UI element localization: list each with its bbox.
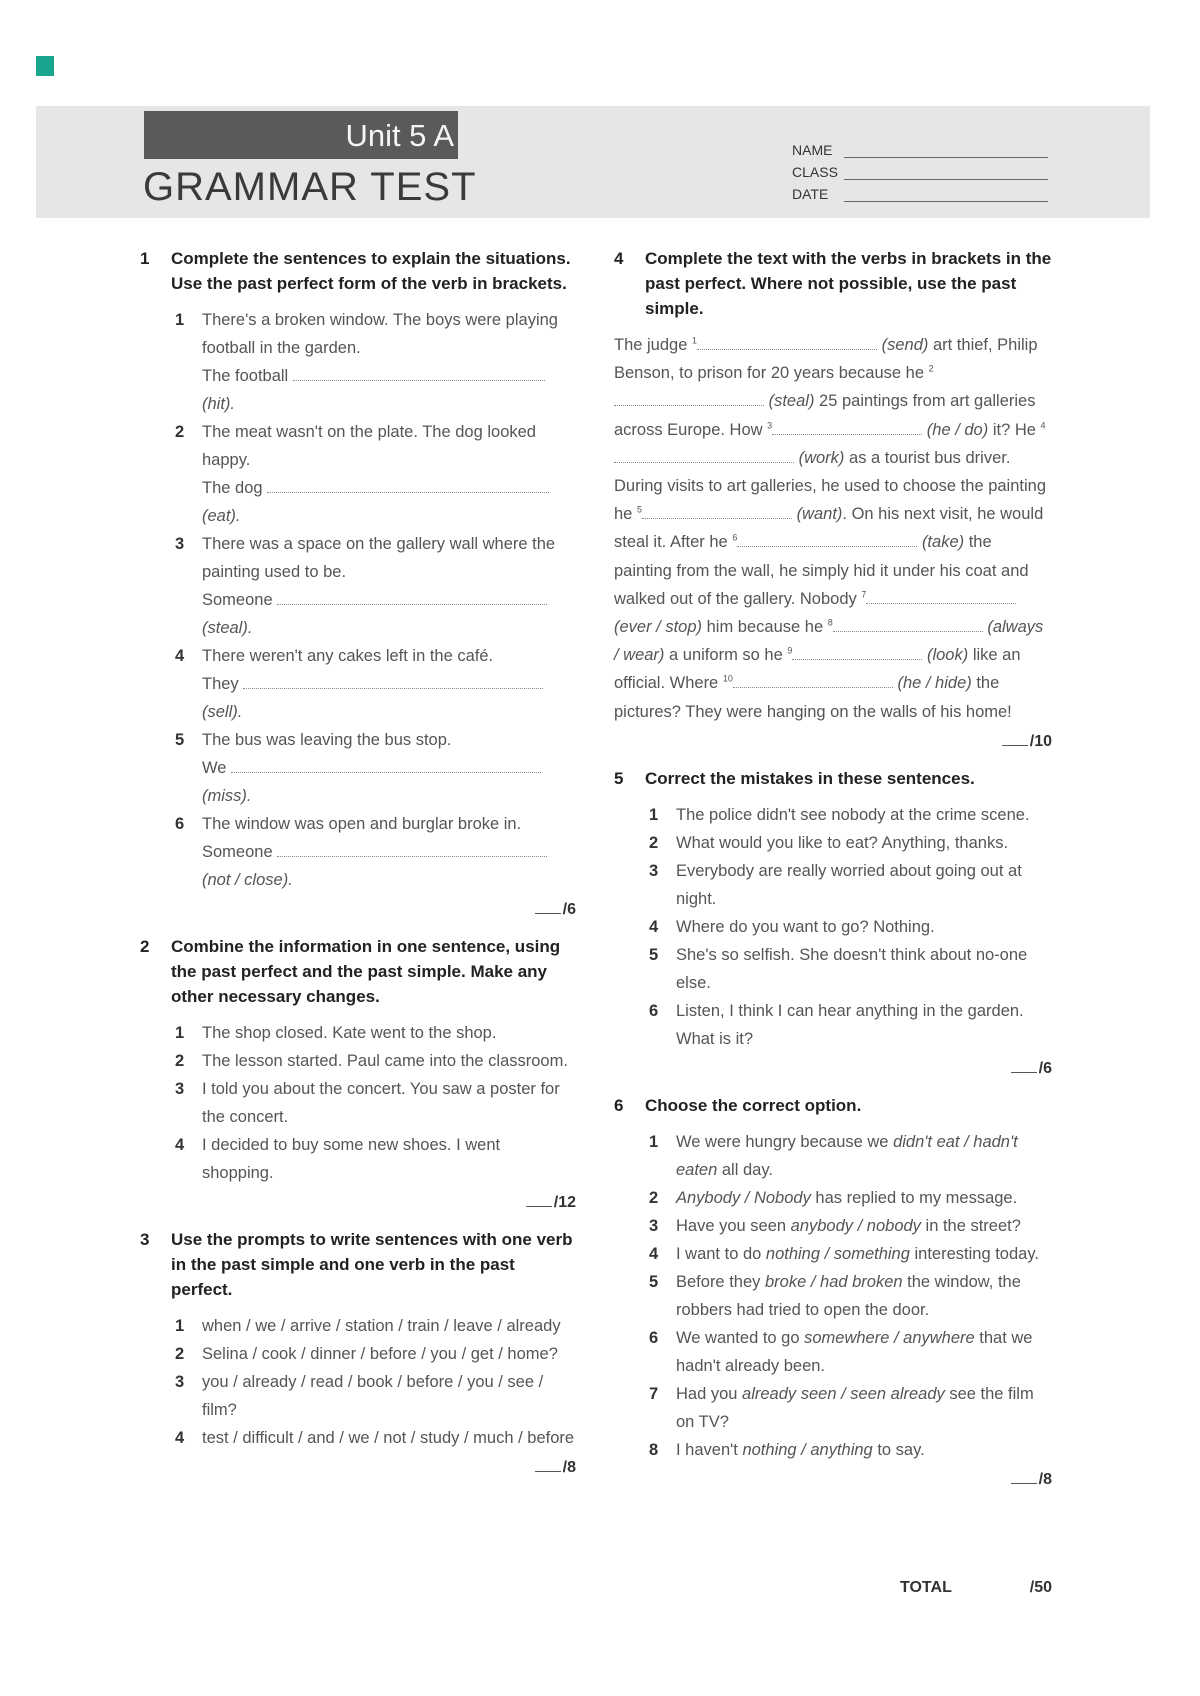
answer-blank[interactable]	[277, 842, 547, 857]
item-text: I decided to buy some new shoes. I went shopping.	[202, 1136, 501, 1182]
gap-9-blank[interactable]	[792, 645, 922, 660]
verb-hint: (always / wear)	[614, 618, 1044, 665]
left-column	[140, 246, 576, 1492]
item-number: 6	[175, 815, 185, 833]
item-number: 7	[649, 1384, 659, 1403]
gap-number: 9	[787, 645, 793, 656]
item-number: 5	[175, 731, 185, 749]
section-5-items	[614, 801, 1052, 1053]
section-instruction: Correct the mistakes in these sentences.	[645, 768, 975, 788]
text-fragment: as a tourist bus driver. During visits to art galleries, he used to choose the painting he	[614, 448, 1046, 524]
total-max: /50	[1029, 1579, 1052, 1596]
verb-hint: (steal)	[768, 392, 815, 411]
answer-blank[interactable]	[277, 590, 547, 605]
item-text: Had you	[676, 1384, 743, 1403]
date-line[interactable]	[844, 188, 1048, 202]
section-2-heading	[140, 934, 576, 1009]
section-2-items	[140, 1019, 576, 1187]
option-choice[interactable]: somewhere / anywhere	[804, 1328, 975, 1347]
verb-hint: (miss).	[202, 787, 252, 805]
verb-hint: (look)	[926, 646, 969, 665]
option-choice[interactable]: broke / had broken	[764, 1272, 903, 1291]
item-number: 2	[649, 1188, 659, 1207]
score-max: /12	[553, 1194, 576, 1211]
gap-number: 7	[861, 589, 867, 600]
item-text: We wanted to go	[676, 1328, 805, 1347]
section-2	[140, 934, 576, 1217]
unit-label: Unit 5 A	[144, 111, 458, 159]
score-max: /8	[562, 1459, 576, 1476]
total-score	[900, 1579, 1052, 1597]
item-text: you / already / read / book / before / you / see / film?	[202, 1373, 544, 1419]
section-score	[614, 1466, 1052, 1494]
list-item	[175, 1312, 576, 1340]
item-text: see the film on TV?	[676, 1384, 1034, 1431]
section-score	[140, 896, 576, 924]
item-text: when / we / arrive / station / train / leave / already	[202, 1317, 561, 1335]
list-item	[649, 1212, 1052, 1240]
score-blank[interactable]	[526, 1194, 552, 1207]
section-6-items	[614, 1128, 1052, 1464]
section-number: 5	[614, 768, 624, 788]
page-title: GRAMMAR TEST	[143, 165, 477, 209]
item-text: What would you like to eat? Anything, thanks.	[676, 833, 1009, 852]
item-number: 3	[175, 1373, 185, 1391]
verb-hint: (take)	[921, 533, 965, 552]
section-score	[614, 728, 1052, 756]
item-number: 2	[175, 423, 185, 441]
verb-hint: (ever / stop)	[614, 618, 703, 637]
section-3-items	[140, 1312, 576, 1452]
item-text: Everybody are really worried about going out at night.	[676, 861, 1022, 908]
answer-blank[interactable]	[243, 674, 543, 689]
score-max: /6	[1038, 1059, 1052, 1077]
text-fragment: him because he	[706, 618, 824, 637]
text-fragment: 25 paintings from art galleries across Europe. How	[614, 392, 1036, 439]
item-start: The dog	[202, 479, 263, 497]
option-choice[interactable]: didn't eat / hadn't eaten	[676, 1132, 1018, 1179]
section-4	[614, 246, 1052, 756]
class-line[interactable]	[844, 166, 1048, 180]
gap-number: 1	[691, 335, 697, 346]
item-number: 3	[649, 1216, 659, 1235]
student-info-fields	[792, 136, 1048, 202]
item-start: We	[202, 759, 227, 777]
item-text: test / difficult / and / we / not / study / much / before	[202, 1429, 575, 1447]
item-number: 5	[649, 945, 659, 964]
verb-hint: (eat).	[202, 507, 241, 525]
item-number: 1	[649, 805, 659, 824]
option-choice[interactable]: nothing / something	[765, 1244, 910, 1263]
item-text: The shop closed. Kate went to the shop.	[202, 1024, 497, 1042]
item-number: 5	[649, 1272, 659, 1291]
section-number: 1	[140, 249, 150, 268]
item-text: Before they	[676, 1272, 765, 1291]
item-number: 4	[175, 647, 185, 665]
gap-8-blank[interactable]	[833, 617, 983, 632]
list-item	[649, 829, 1052, 857]
list-item	[649, 857, 1052, 913]
item-text: I told you about the concert. You saw a poster for the concert.	[202, 1080, 560, 1126]
answer-blank[interactable]	[293, 366, 545, 381]
item-text: the window, the robbers had tried to open the door.	[676, 1272, 1021, 1319]
list-item	[649, 941, 1052, 997]
gap-10-blank[interactable]	[733, 673, 893, 688]
section-score	[140, 1454, 576, 1482]
gap-number: 10	[722, 673, 733, 684]
section-score	[614, 1055, 1052, 1083]
verb-hint: (he / do)	[926, 420, 989, 439]
list-item	[649, 801, 1052, 829]
item-number: 4	[649, 917, 659, 936]
name-line[interactable]	[844, 144, 1048, 158]
score-max: /8	[1038, 1470, 1052, 1488]
gap-4-blank[interactable]	[614, 448, 794, 463]
item-number: 1	[175, 1317, 185, 1335]
item-text: I haven't	[676, 1440, 743, 1459]
item-number: 3	[175, 1080, 185, 1098]
option-choice[interactable]: already seen / seen already	[742, 1384, 945, 1403]
item-start: Someone	[202, 591, 273, 609]
item-text: has replied to my message.	[810, 1188, 1018, 1207]
item-number: 1	[175, 1024, 185, 1042]
gap-number: 8	[827, 617, 833, 628]
text-fragment: the pictures? They were hanging on the walls of his home!	[614, 674, 1012, 721]
item-number: 2	[175, 1052, 185, 1070]
verb-hint: (work)	[798, 448, 845, 467]
list-item	[175, 418, 576, 530]
text-fragment: . On his next visit, he would steal it. After he	[614, 505, 1044, 552]
item-text: Selina / cook / dinner / before / you / get / home?	[202, 1345, 558, 1363]
text-fragment: a uniform so he	[669, 646, 783, 665]
name-label: NAME	[792, 142, 833, 158]
class-label: CLASS	[792, 164, 838, 180]
gap-6-blank[interactable]	[737, 532, 917, 547]
item-text: We were hungry because we	[676, 1132, 894, 1151]
item-context: There weren't any cakes left in the café.	[202, 647, 494, 665]
item-context: The bus was leaving the bus stop.	[202, 731, 452, 749]
gap-7-blank[interactable]	[866, 589, 1016, 604]
answer-blank[interactable]	[267, 478, 549, 493]
item-context: There was a space on the gallery wall where the painting used to be.	[202, 535, 556, 581]
section-number: 2	[140, 937, 150, 956]
class-field[interactable]	[792, 158, 1048, 180]
section-instruction: Combine the information in one sentence, using the past perfect and the past simple. Make any other necessary changes.	[171, 937, 561, 1006]
option-choice[interactable]: anybody / nobody	[790, 1216, 921, 1235]
gap-5-blank[interactable]	[642, 504, 792, 519]
verb-hint: (sell).	[202, 703, 243, 721]
list-item	[649, 1436, 1052, 1464]
gap-number: 6	[732, 532, 738, 543]
score-max: /6	[562, 901, 576, 918]
gap-3-blank[interactable]	[772, 420, 922, 435]
item-number: 1	[649, 1132, 659, 1151]
item-start: They	[202, 675, 239, 693]
section-instruction: Complete the text with the verbs in brackets in the past perfect. Where not possible, use the past simple.	[645, 249, 1052, 318]
item-text: I want to do	[676, 1244, 766, 1263]
item-number: 1	[175, 311, 185, 329]
verb-hint: (send)	[881, 336, 929, 354]
section-6-heading	[614, 1093, 1052, 1118]
section-instruction: Use the prompts to write sentences with one verb in the past simple and one verb in the past perfect.	[171, 1230, 573, 1299]
section-number: 4	[614, 249, 624, 268]
score-blank[interactable]	[1002, 733, 1028, 746]
list-item	[175, 530, 576, 642]
verb-hint: (he / hide)	[897, 674, 972, 693]
item-context: The meat wasn't on the plate. The dog looked happy.	[202, 423, 536, 469]
section-4-heading	[614, 246, 1052, 321]
item-text: Listen, I think I can hear anything in the garden. What is it?	[676, 1001, 1024, 1048]
list-item	[175, 306, 576, 418]
score-blank[interactable]	[1011, 1060, 1037, 1073]
list-item	[175, 1131, 576, 1187]
total-label: TOTAL	[900, 1579, 952, 1596]
item-number: 4	[175, 1136, 185, 1154]
section-number: 3	[140, 1230, 150, 1249]
answer-blank[interactable]	[231, 758, 541, 773]
section-instruction: Choose the correct option.	[645, 1095, 862, 1115]
gap-1-blank[interactable]	[697, 335, 877, 350]
list-item	[175, 1368, 576, 1424]
list-item	[649, 1268, 1052, 1324]
item-number: 2	[175, 1345, 185, 1363]
gap-number: 4	[1040, 420, 1046, 431]
item-text: all day.	[717, 1160, 773, 1179]
list-item	[175, 1047, 576, 1075]
date-field[interactable]	[792, 180, 1048, 202]
score-blank[interactable]	[535, 901, 561, 914]
item-text: She's so selfish. She doesn't think about no-one else.	[676, 945, 1028, 992]
list-item	[175, 642, 576, 726]
list-item	[175, 1075, 576, 1131]
item-number: 6	[649, 1001, 659, 1020]
item-text: Where do you want to go? Nothing.	[676, 917, 935, 936]
list-item	[649, 1128, 1052, 1184]
text-fragment: it? He	[992, 420, 1036, 439]
option-choice[interactable]: Anybody / Nobody	[676, 1188, 811, 1207]
text-fragment: art thief, Philip Benson, to prison for 20 years because he	[614, 336, 1038, 383]
section-1	[140, 246, 576, 924]
section-number: 6	[614, 1095, 624, 1115]
date-label: DATE	[792, 186, 829, 202]
list-item	[649, 1240, 1052, 1268]
section-6	[614, 1093, 1052, 1494]
section-5-heading	[614, 766, 1052, 791]
text-fragment: like an official. Where	[614, 646, 1021, 693]
item-number: 4	[649, 1244, 659, 1263]
text-fragment: the painting from the wall, he simply hid it under his coat and walked out of the gallery. Nobody	[614, 533, 1029, 608]
list-item	[649, 1380, 1052, 1436]
gap-number: 5	[636, 504, 642, 515]
item-text: in the street?	[920, 1216, 1021, 1235]
list-item	[175, 1340, 576, 1368]
list-item	[175, 1424, 576, 1452]
item-number: 6	[649, 1328, 659, 1347]
score-max: /10	[1029, 732, 1052, 750]
right-column	[614, 246, 1052, 1504]
list-item	[175, 726, 576, 810]
list-item	[175, 1019, 576, 1047]
item-number: 8	[649, 1440, 659, 1459]
item-number: 2	[649, 833, 659, 852]
score-blank[interactable]	[535, 1459, 561, 1472]
item-context: There's a broken window. The boys were playing football in the garden.	[202, 311, 558, 357]
item-text: to say.	[872, 1440, 925, 1459]
item-start: Someone	[202, 843, 273, 861]
item-number: 4	[175, 1429, 185, 1447]
option-choice[interactable]: nothing / anything	[742, 1440, 873, 1459]
list-item	[649, 1324, 1052, 1380]
item-number: 3	[649, 861, 659, 880]
gap-number: 3	[767, 420, 773, 431]
text-fragment: The judge	[614, 336, 688, 354]
section-5	[614, 766, 1052, 1083]
item-text: The lesson started. Paul came into the classroom.	[202, 1052, 568, 1070]
item-number: 3	[175, 535, 185, 553]
section-1-items	[140, 306, 576, 894]
list-item	[649, 913, 1052, 941]
section-3	[140, 1227, 576, 1482]
section-score	[140, 1189, 576, 1217]
item-start: The football	[202, 367, 289, 385]
verb-hint: (not / close).	[202, 871, 293, 889]
item-context: The window was open and burglar broke in.	[202, 815, 522, 833]
section-3-heading	[140, 1227, 576, 1302]
score-blank[interactable]	[1011, 1471, 1037, 1484]
list-item	[649, 1184, 1052, 1212]
gap-number: 2	[928, 363, 934, 374]
gap-2-blank[interactable]	[614, 391, 764, 406]
corner-marker	[36, 56, 54, 76]
item-text: Have you seen	[676, 1216, 791, 1235]
item-text: The police didn't see nobody at the crime scene.	[676, 805, 1030, 824]
verb-hint: (steal).	[202, 619, 253, 637]
cloze-text	[614, 331, 1052, 726]
item-text: that we hadn't already been.	[676, 1328, 1033, 1375]
list-item	[649, 997, 1052, 1053]
section-instruction: Complete the sentences to explain the situations. Use the past perfect form of the verb in brackets.	[171, 249, 571, 293]
verb-hint: (hit).	[202, 395, 235, 413]
verb-hint: (want)	[796, 505, 843, 524]
list-item	[175, 810, 576, 894]
section-1-heading	[140, 246, 576, 296]
name-field[interactable]	[792, 136, 1048, 158]
item-text: interesting today.	[909, 1244, 1039, 1263]
